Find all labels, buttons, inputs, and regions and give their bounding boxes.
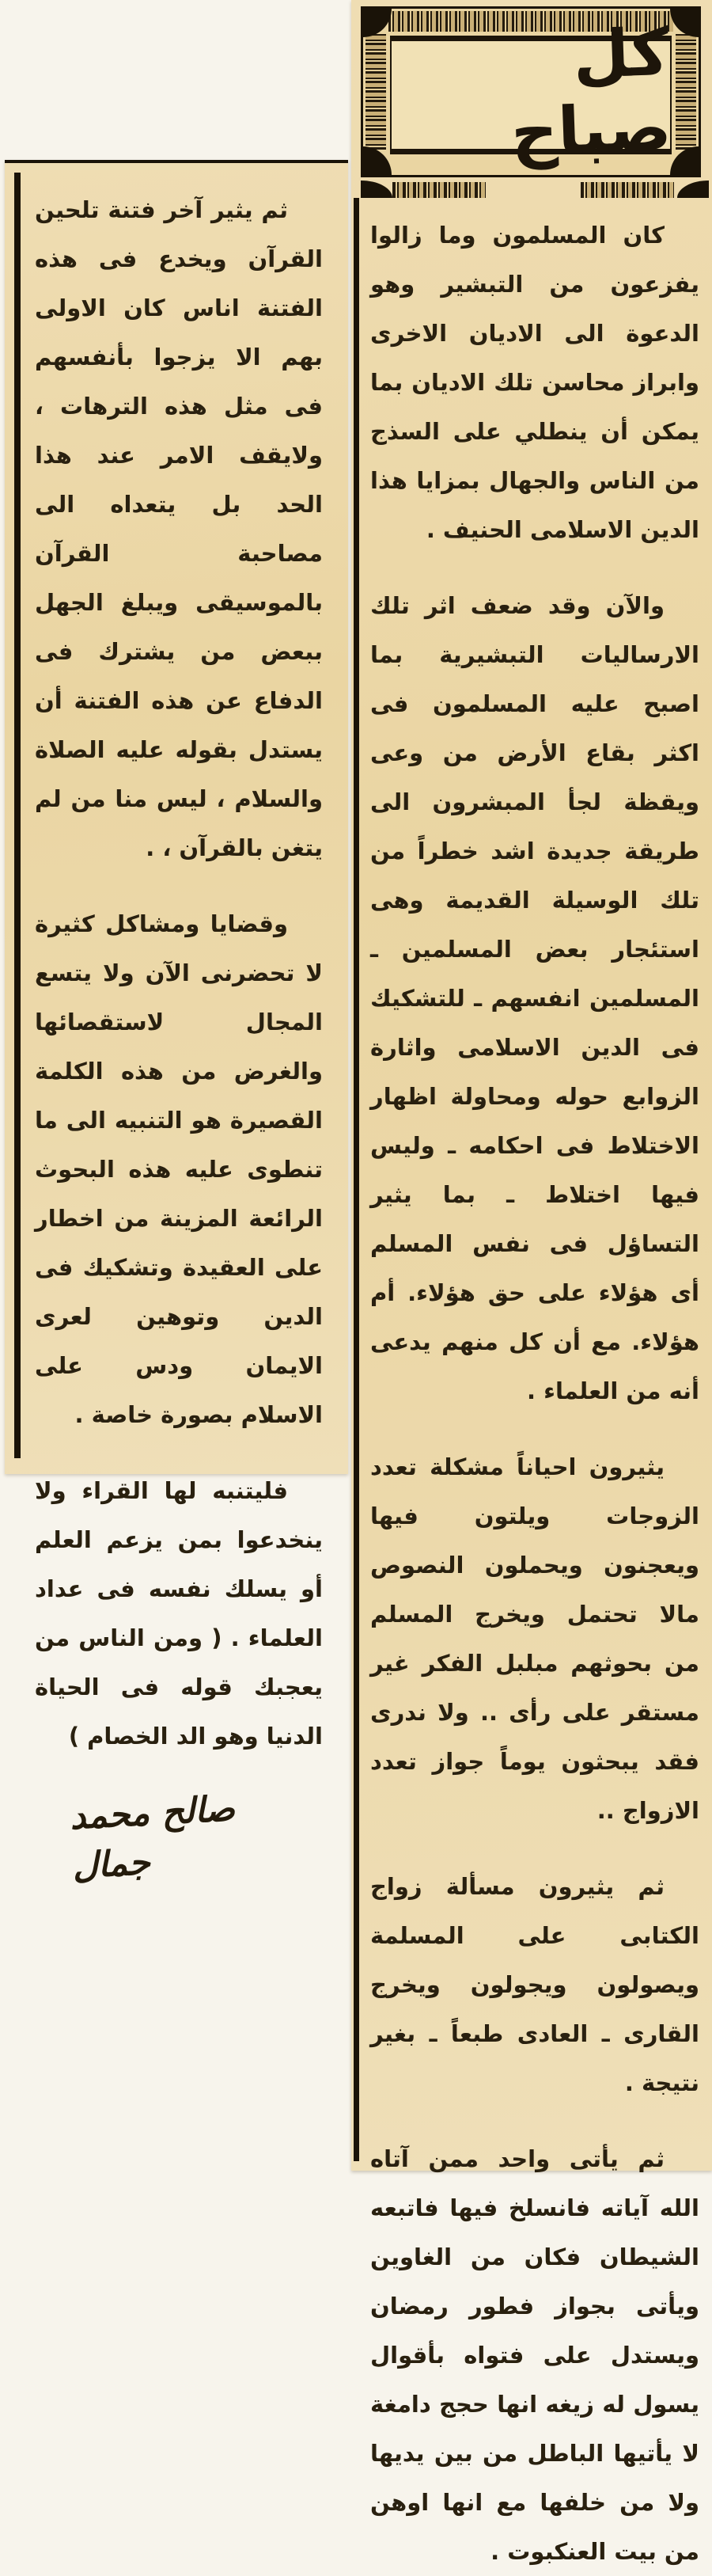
paragraph-left-1: ثم يثير آخر فتنة تلحين القرآن ويخدع فى هذه الفتنة اناس كان الاولى بهم الا يزجوا بأنفسهم فى مثل هذه الترهات ، ولايقف الامر عند هذا الحد بل يتعداه الى مصاحبة القرآن بالموسيقى ويبلغ الجهل ببعض من يشترك فى الدفاع عن هذه الفتنة أن يستدل بقوله عليه الصلاة والسلام ، ليس منا من لم يتغن بالقرآن ، . <box>35 196 323 861</box>
masthead-title: كل صباح <box>509 14 673 171</box>
paragraph-left-3: فليتنبه لها القراء ولا ينخدعوا بمن يزعم العلم أو يسلك نفسه فى عداد العلماء . ( ومن الناس من يعجبك قوله فى الحياة الدنيا وهو الد الخصام ) <box>35 1477 323 1750</box>
paragraph-left-2: وقضايا ومشاكل كثيرة لا تحضرنى الآن ولا يتسع المجال لاستقصائها والغرض من هذه الكلمة القصيرة هو التنبيه الى ما تنطوى عليه هذه البحوث الرائعة المزينة من اخطار على العقيدة وتشكيك فى الدين وتوهين لعرى الايمان ودس على الاسلام بصورة خاصة . <box>35 910 323 1428</box>
paragraph-right-2: والآن وقد ضعف اثر تلك الارساليات التبشيرية بما اصبح عليه المسلمون فى اكثر بقاع الأرض من وعى ويقظة لجأ المبشرون الى طريقة جديدة اشد خطراً من تلك الوسيلة القديمة وهى استئجار بعض المسلمين ـ المسلمين انفسهم ـ للتشكيك فى الدين الاسلامى واثارة الزوابع حوله ومحاولة اظهار الاختلاط فى احكامه ـ وليس فيها اختلاط ـ بما يثير التساؤل فى نفس المسلم أى هؤلاء على حق هؤلاء. أم هؤلاء. مع أن كل منهم يدعى أنه من العلماء . <box>370 592 699 1404</box>
masthead-bottom-wedge-left <box>361 180 392 198</box>
right-column-text <box>370 211 699 2576</box>
masthead-corner-top-left <box>363 9 392 37</box>
masthead-ornament-left <box>365 34 386 150</box>
masthead-bottom-wedge-right <box>677 180 709 198</box>
column-rule-left <box>14 173 21 1458</box>
left-column-text <box>35 185 323 1886</box>
paragraph-right-1: كان المسلمون وما زالوا يفزعون من التبشير وهو الدعوة الى الاديان الاخرى وابراز محاسن تلك الاديان بما يمكن أن ينطلي على السذج من الناس والجهال بمزايا هذا الدين الاسلامى الحنيف . <box>370 222 699 543</box>
masthead-ornament-right <box>676 34 696 150</box>
masthead-corner-bottom-right <box>670 146 699 175</box>
column-rule-right <box>354 198 359 2161</box>
masthead-corner-top-right <box>670 9 699 37</box>
masthead-frame <box>361 6 701 177</box>
masthead-bottom-ornament-right <box>581 182 674 198</box>
paragraph-right-3: يثيرون احياناً مشكلة تعدد الزوجات ويلتون فيها ويعجنون ويحملون النصوص مالا تحتمل ويخرج المسلم من بحوثهم مبلبل الفكر غير مستقر على رأى .. ولا ندرى فقد يبحثون يوماً جواز تعدد الازواج .. <box>370 1453 699 1824</box>
masthead-corner-bottom-left <box>363 146 392 175</box>
paragraph-right-5: ثم يأتى واحد ممن آتاه الله آياته فانسلخ فيها فاتبعه الشيطان فكان من الغاوين ويأتى بجواز فطور رمضان ويستدل على فتواه بأقوال يسول له زيغه انها حجج دامغة لا يأتيها الباطل من بين يديها ولا من خلفها مع انها اوهن من بيت العنكبوت . <box>370 2145 699 2565</box>
right-column-clipping <box>351 0 712 2565</box>
masthead-inner-panel <box>390 14 673 171</box>
author-signature: صالح محمد جمال <box>69 1788 236 1887</box>
paragraph-right-4: ثم يثيرون مسألة زواج الكتابى على المسلمة ويصولون ويجولون ويخرج القارى ـ العادى طبعاً ـ بغير نتيجة . <box>370 1873 699 2096</box>
left-column-clipping <box>5 160 348 1887</box>
masthead-bottom-ornament-left <box>392 182 486 198</box>
